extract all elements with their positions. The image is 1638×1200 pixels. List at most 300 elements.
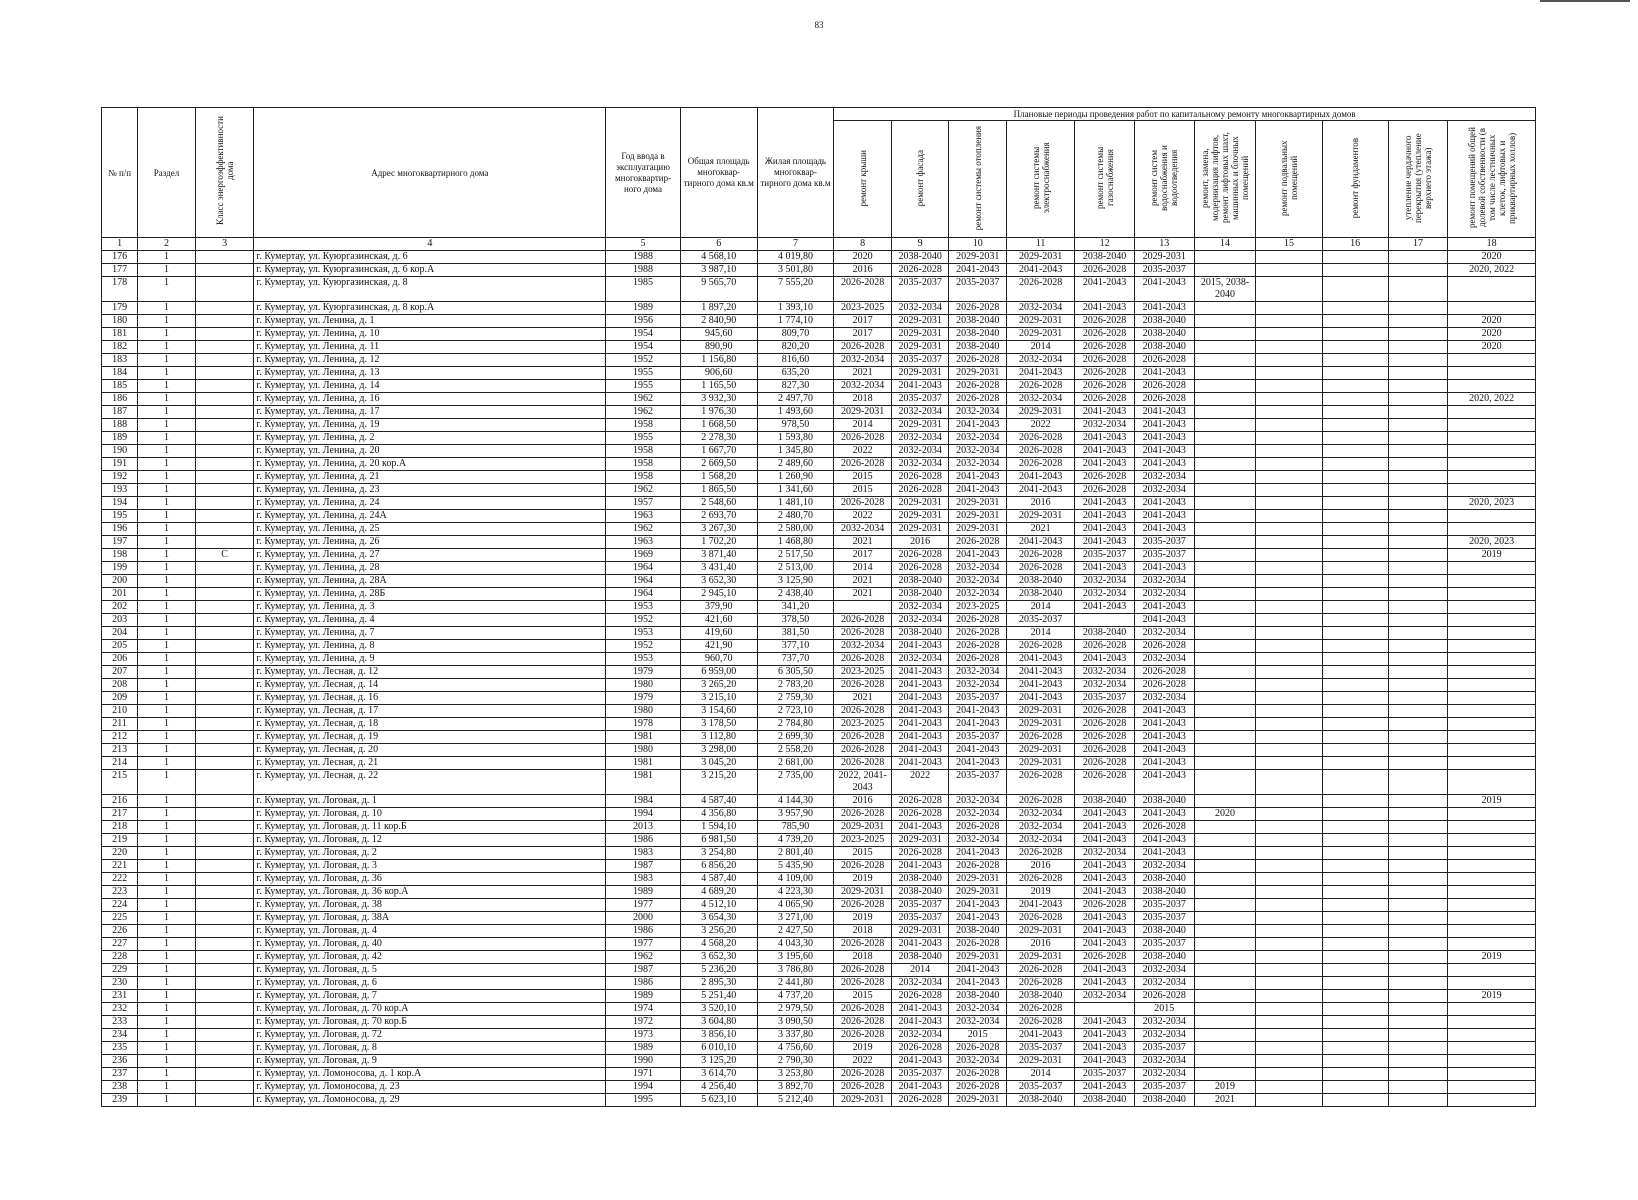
- table-cell: [1256, 770, 1322, 795]
- table-cell: 177: [102, 264, 138, 277]
- table-cell: 2026-2028: [1075, 770, 1135, 795]
- table-cell: 2032-2034: [1134, 860, 1194, 873]
- table-cell: 2026-2028: [834, 899, 892, 912]
- table-cell: 2035-2037: [1134, 536, 1194, 549]
- table-cell: [1388, 1029, 1448, 1042]
- table-cell: 2035-2037: [1134, 912, 1194, 925]
- table-cell: 1: [138, 1003, 196, 1016]
- col-header-address: Адрес многоквартирного дома: [254, 108, 606, 238]
- table-cell: [1256, 821, 1322, 834]
- table-row: [102, 744, 1536, 757]
- table-cell: 2020: [1448, 251, 1536, 264]
- address-cell: г. Кумертау, ул. Ленина, д. 7: [254, 627, 606, 640]
- table-cell: 3 254,80: [680, 847, 757, 860]
- table-cell: [195, 575, 254, 588]
- table-cell: [1322, 679, 1388, 692]
- table-cell: [1388, 251, 1448, 264]
- table-cell: [1194, 380, 1256, 393]
- table-cell: [1388, 510, 1448, 523]
- table-cell: 2015: [834, 484, 892, 497]
- table-cell: [1322, 251, 1388, 264]
- table-cell: 2 699,30: [757, 731, 834, 744]
- table-cell: [1194, 562, 1256, 575]
- table-cell: 2041-2043: [1075, 1016, 1135, 1029]
- table-cell: 1 393,10: [757, 302, 834, 315]
- table-cell: [195, 1094, 254, 1107]
- table-cell: [1194, 484, 1256, 497]
- table-cell: [195, 977, 254, 990]
- table-row: [102, 1094, 1536, 1107]
- table-cell: [1388, 899, 1448, 912]
- table-row: [102, 731, 1536, 744]
- table-cell: 3 932,30: [680, 393, 757, 406]
- table-row: [102, 808, 1536, 821]
- table-cell: [1322, 1081, 1388, 1094]
- table-cell: 1: [138, 302, 196, 315]
- table-cell: 2023-2025: [949, 601, 1007, 614]
- table-cell: [1194, 315, 1256, 328]
- table-cell: 4 587,40: [680, 873, 757, 886]
- table-cell: 1: [138, 977, 196, 990]
- table-cell: [195, 834, 254, 847]
- table-cell: 2026-2028: [1075, 757, 1135, 770]
- table-cell: 1987: [606, 964, 681, 977]
- table-cell: 6 959,00: [680, 666, 757, 679]
- table-cell: 2041-2043: [1075, 1055, 1135, 1068]
- column-number: 18: [1448, 238, 1536, 251]
- table-cell: [1388, 1081, 1448, 1094]
- table-cell: 1: [138, 341, 196, 354]
- table-cell: [1388, 471, 1448, 484]
- table-cell: 3 090,50: [757, 1016, 834, 1029]
- table-cell: [1448, 354, 1536, 367]
- table-cell: [1388, 380, 1448, 393]
- col-header-num: № п/п: [102, 108, 138, 238]
- table-cell: 2026-2028: [1075, 705, 1135, 718]
- table-cell: 1 976,30: [680, 406, 757, 419]
- table-cell: 1: [138, 718, 196, 731]
- table-row: [102, 821, 1536, 834]
- table-cell: 2026-2028: [949, 614, 1007, 627]
- table-cell: [1322, 264, 1388, 277]
- table-cell: 2026-2028: [1134, 393, 1194, 406]
- table-cell: 2035-2037: [1007, 614, 1075, 627]
- table-cell: 2035-2037: [1007, 1081, 1075, 1094]
- table-cell: 2026-2028: [1134, 354, 1194, 367]
- address-cell: г. Кумертау, ул. Логовая, д. 70 кор.А: [254, 1003, 606, 1016]
- table-cell: 2038-2040: [949, 341, 1007, 354]
- table-cell: 2026-2028: [1007, 964, 1075, 977]
- table-cell: 2026-2028: [1075, 380, 1135, 393]
- table-cell: 1: [138, 990, 196, 1003]
- table-cell: 2026-2028: [834, 860, 892, 873]
- table-cell: 206: [102, 653, 138, 666]
- table-cell: 1983: [606, 873, 681, 886]
- table-cell: 2020, 2022: [1448, 393, 1536, 406]
- table-cell: 2 790,30: [757, 1055, 834, 1068]
- table-cell: 2029-2031: [834, 886, 892, 899]
- table-cell: 2029-2031: [949, 873, 1007, 886]
- col-header-attic: утепление чердачного перекрытия (утепление верхнего этажа): [1388, 121, 1448, 238]
- table-cell: [1448, 873, 1536, 886]
- table-cell: [1388, 834, 1448, 847]
- table-cell: 2018: [834, 393, 892, 406]
- table-cell: 2 759,30: [757, 692, 834, 705]
- table-cell: 2026-2028: [1007, 770, 1075, 795]
- table-cell: 2041-2043: [1075, 808, 1135, 821]
- table-cell: 2038-2040: [1075, 251, 1135, 264]
- table-cell: 2026-2028: [1007, 432, 1075, 445]
- col-header-lifts: ремонт, замена, модернизация лифтов, ремонт лифтовых шахт, машинных и блочных помещений: [1194, 121, 1256, 238]
- table-row: [102, 757, 1536, 770]
- table-cell: 1: [138, 912, 196, 925]
- table-cell: [1448, 640, 1536, 653]
- address-cell: г. Кумертау, ул. Ленина, д. 23: [254, 484, 606, 497]
- table-cell: 2015, 2038-2040: [1194, 277, 1256, 302]
- column-number: 10: [949, 238, 1007, 251]
- table-cell: 2041-2043: [1075, 406, 1135, 419]
- table-cell: 906,60: [680, 367, 757, 380]
- table-cell: 2041-2043: [1007, 1029, 1075, 1042]
- table-cell: 1 593,80: [757, 432, 834, 445]
- table-cell: 2035-2037: [891, 899, 949, 912]
- table-cell: 2041-2043: [891, 692, 949, 705]
- table-cell: 2035-2037: [1134, 549, 1194, 562]
- address-cell: г. Кумертау, ул. Лесная, д. 18: [254, 718, 606, 731]
- table-cell: 2026-2028: [1134, 640, 1194, 653]
- table-cell: 2026-2028: [1075, 328, 1135, 341]
- table-cell: [1388, 964, 1448, 977]
- table-cell: 9 565,70: [680, 277, 757, 302]
- table-cell: 2026-2028: [834, 1068, 892, 1081]
- table-cell: 1: [138, 692, 196, 705]
- table-row: [102, 653, 1536, 666]
- table-cell: 2026-2028: [949, 393, 1007, 406]
- table-cell: 2041-2043: [1134, 847, 1194, 860]
- table-cell: 3 652,30: [680, 951, 757, 964]
- table-cell: 1: [138, 627, 196, 640]
- table-cell: 2032-2034: [1007, 834, 1075, 847]
- table-cell: [1388, 575, 1448, 588]
- table-cell: 239: [102, 1094, 138, 1107]
- table-cell: [1322, 705, 1388, 718]
- table-cell: [195, 912, 254, 925]
- table-cell: 2021: [834, 588, 892, 601]
- table-cell: 3 654,30: [680, 912, 757, 925]
- address-cell: г. Кумертау, ул. Лесная, д. 14: [254, 679, 606, 692]
- table-cell: [1448, 886, 1536, 899]
- table-cell: 1 702,20: [680, 536, 757, 549]
- table-cell: 6 981,50: [680, 834, 757, 847]
- table-cell: [1194, 497, 1256, 510]
- table-cell: 4 043,30: [757, 938, 834, 951]
- table-cell: 1974: [606, 1003, 681, 1016]
- table-cell: [1448, 770, 1536, 795]
- table-cell: 232: [102, 1003, 138, 1016]
- table-cell: [1256, 354, 1322, 367]
- table-cell: 2015: [834, 847, 892, 860]
- table-cell: 2041-2043: [1075, 653, 1135, 666]
- table-cell: 2032-2034: [1134, 1016, 1194, 1029]
- table-cell: [195, 264, 254, 277]
- table-cell: 2026-2028: [834, 1003, 892, 1016]
- table-cell: 1: [138, 938, 196, 951]
- table-cell: 2032-2034: [1075, 588, 1135, 601]
- table-row: [102, 367, 1536, 380]
- table-cell: [195, 601, 254, 614]
- table-cell: 1: [138, 1094, 196, 1107]
- table-cell: 1: [138, 251, 196, 264]
- table-cell: [1194, 1016, 1256, 1029]
- table-cell: 2029-2031: [1007, 1055, 1075, 1068]
- table-cell: 185: [102, 380, 138, 393]
- table-cell: [195, 990, 254, 1003]
- table-cell: 2 480,70: [757, 510, 834, 523]
- table-cell: [1256, 588, 1322, 601]
- table-cell: 2041-2043: [891, 666, 949, 679]
- table-row: [102, 328, 1536, 341]
- table-cell: [1256, 1029, 1322, 1042]
- table-cell: [1448, 847, 1536, 860]
- capital-repair-table: [101, 107, 1536, 1107]
- table-cell: [1194, 925, 1256, 938]
- table-cell: 2029-2031: [891, 497, 949, 510]
- table-cell: 2032-2034: [891, 445, 949, 458]
- table-cell: 2032-2034: [1075, 419, 1135, 432]
- table-cell: [1256, 471, 1322, 484]
- table-cell: 960,70: [680, 653, 757, 666]
- table-cell: [1322, 1055, 1388, 1068]
- table-cell: 1964: [606, 588, 681, 601]
- table-cell: 201: [102, 588, 138, 601]
- table-cell: 190: [102, 445, 138, 458]
- table-cell: 2 801,40: [757, 847, 834, 860]
- table-cell: 203: [102, 614, 138, 627]
- table-cell: [195, 744, 254, 757]
- table-cell: 2041-2043: [891, 705, 949, 718]
- table-cell: [1256, 341, 1322, 354]
- table-cell: 2 558,20: [757, 744, 834, 757]
- address-cell: г. Кумертау, ул. Ленина, д. 17: [254, 406, 606, 419]
- address-cell: г. Кумертау, ул. Ленина, д. 20 кор.А: [254, 458, 606, 471]
- table-cell: 1952: [606, 614, 681, 627]
- table-cell: 2041-2043: [1075, 821, 1135, 834]
- table-cell: [195, 860, 254, 873]
- table-cell: 2038-2040: [1075, 795, 1135, 808]
- table-cell: [1256, 757, 1322, 770]
- address-cell: г. Кумертау, ул. Ленина, д. 27: [254, 549, 606, 562]
- table-cell: 6 856,20: [680, 860, 757, 873]
- table-cell: 2038-2040: [1134, 873, 1194, 886]
- table-cell: 1 165,50: [680, 380, 757, 393]
- table-cell: 2041-2043: [1007, 484, 1075, 497]
- table-cell: 1971: [606, 1068, 681, 1081]
- table-cell: 1 345,80: [757, 445, 834, 458]
- table-cell: [1388, 406, 1448, 419]
- table-cell: 187: [102, 406, 138, 419]
- table-cell: 2041-2043: [949, 744, 1007, 757]
- table-cell: 4 019,80: [757, 251, 834, 264]
- table-cell: 2041-2043: [891, 380, 949, 393]
- table-cell: 1988: [606, 251, 681, 264]
- table-cell: 2029-2031: [1007, 951, 1075, 964]
- table-cell: [1256, 562, 1322, 575]
- column-number: 4: [254, 238, 606, 251]
- table-cell: 2038-2040: [949, 315, 1007, 328]
- table-cell: 6 010,10: [680, 1042, 757, 1055]
- table-cell: 2026-2028: [949, 1042, 1007, 1055]
- table-row: [102, 666, 1536, 679]
- table-cell: [195, 406, 254, 419]
- table-cell: 3 604,80: [680, 1016, 757, 1029]
- table-cell: [1322, 873, 1388, 886]
- table-cell: [1256, 640, 1322, 653]
- table-cell: [1194, 536, 1256, 549]
- table-cell: 2015: [834, 471, 892, 484]
- table-cell: [195, 1003, 254, 1016]
- table-cell: 3 987,10: [680, 264, 757, 277]
- table-row: [102, 640, 1536, 653]
- table-cell: 222: [102, 873, 138, 886]
- table-cell: 2038-2040: [949, 328, 1007, 341]
- table-cell: 1962: [606, 951, 681, 964]
- table-cell: [1194, 510, 1256, 523]
- table-cell: [195, 251, 254, 264]
- table-row: [102, 679, 1536, 692]
- table-cell: 179: [102, 302, 138, 315]
- table-cell: 2041-2043: [1075, 277, 1135, 302]
- table-cell: 1: [138, 614, 196, 627]
- address-cell: г. Кумертау, ул. Логовая, д. 8: [254, 1042, 606, 1055]
- table-cell: 182: [102, 341, 138, 354]
- table-cell: [1448, 302, 1536, 315]
- table-cell: 2038-2040: [1134, 1094, 1194, 1107]
- table-cell: [1448, 679, 1536, 692]
- table-cell: 1 493,60: [757, 406, 834, 419]
- table-cell: [1388, 977, 1448, 990]
- table-cell: 1978: [606, 718, 681, 731]
- table-cell: 4 568,10: [680, 251, 757, 264]
- table-cell: 2032-2034: [1007, 808, 1075, 821]
- table-cell: [195, 899, 254, 912]
- table-cell: 2041-2043: [891, 640, 949, 653]
- table-cell: 3 045,20: [680, 757, 757, 770]
- table-cell: 1: [138, 575, 196, 588]
- table-cell: 2026-2028: [949, 860, 1007, 873]
- address-cell: г. Кумертау, ул. Ленина, д. 24: [254, 497, 606, 510]
- table-cell: 2029-2031: [1007, 406, 1075, 419]
- table-cell: 2026-2028: [834, 964, 892, 977]
- table-cell: [1322, 1068, 1388, 1081]
- address-cell: г. Кумертау, ул. Лесная, д. 21: [254, 757, 606, 770]
- table-cell: [1194, 458, 1256, 471]
- table-cell: 2035-2037: [949, 770, 1007, 795]
- table-cell: [1388, 497, 1448, 510]
- table-cell: 2026-2028: [834, 653, 892, 666]
- address-cell: г. Кумертау, ул. Ленина, д. 10: [254, 328, 606, 341]
- table-row: [102, 614, 1536, 627]
- table-cell: [195, 484, 254, 497]
- table-cell: [1322, 315, 1388, 328]
- table-cell: 196: [102, 523, 138, 536]
- table-cell: [1448, 977, 1536, 990]
- table-cell: [1322, 847, 1388, 860]
- table-cell: 2041-2043: [1007, 653, 1075, 666]
- table-cell: 1: [138, 770, 196, 795]
- table-cell: [1256, 834, 1322, 847]
- table-cell: 1 341,60: [757, 484, 834, 497]
- table-cell: 1980: [606, 744, 681, 757]
- table-cell: 2026-2028: [1075, 640, 1135, 653]
- table-cell: 1984: [606, 795, 681, 808]
- table-cell: [195, 964, 254, 977]
- table-cell: [1194, 899, 1256, 912]
- table-cell: [195, 367, 254, 380]
- table-cell: [1194, 367, 1256, 380]
- table-cell: 2032-2034: [891, 432, 949, 445]
- table-cell: 2026-2028: [1075, 315, 1135, 328]
- table-cell: 2032-2034: [949, 562, 1007, 575]
- table-row: [102, 588, 1536, 601]
- table-cell: 2032-2034: [834, 354, 892, 367]
- table-cell: 2017: [834, 328, 892, 341]
- table-cell: 3 267,30: [680, 523, 757, 536]
- table-cell: [195, 679, 254, 692]
- table-cell: 1: [138, 432, 196, 445]
- address-cell: г. Кумертау, ул. Логовая, д. 10: [254, 808, 606, 821]
- table-cell: 2026-2028: [949, 938, 1007, 951]
- table-cell: 2032-2034: [949, 1055, 1007, 1068]
- table-cell: [1194, 251, 1256, 264]
- table-cell: 2032-2034: [891, 1029, 949, 1042]
- table-cell: 1 260,90: [757, 471, 834, 484]
- table-cell: 3 253,80: [757, 1068, 834, 1081]
- table-cell: 2041-2043: [1134, 419, 1194, 432]
- address-cell: г. Кумертау, ул. Логовая, д. 70 кор.Б: [254, 1016, 606, 1029]
- table-cell: 2026-2028: [834, 757, 892, 770]
- table-row: [102, 445, 1536, 458]
- table-cell: 2041-2043: [1134, 705, 1194, 718]
- table-cell: 2013: [606, 821, 681, 834]
- table-cell: 2026-2028: [1134, 666, 1194, 679]
- table-cell: [195, 847, 254, 860]
- table-cell: [1448, 925, 1536, 938]
- table-cell: [1322, 575, 1388, 588]
- table-cell: 2041-2043: [1075, 1042, 1135, 1055]
- table-cell: [1256, 899, 1322, 912]
- table-cell: 2041-2043: [1075, 510, 1135, 523]
- table-cell: [1388, 1003, 1448, 1016]
- table-cell: 2 735,00: [757, 770, 834, 795]
- table-cell: 2026-2028: [834, 1016, 892, 1029]
- table-cell: 2041-2043: [1075, 601, 1135, 614]
- table-cell: 2035-2037: [949, 731, 1007, 744]
- table-cell: [1194, 731, 1256, 744]
- table-cell: 1995: [606, 1094, 681, 1107]
- table-row: [102, 899, 1536, 912]
- table-cell: 1990: [606, 1055, 681, 1068]
- table-cell: [1322, 1003, 1388, 1016]
- table-cell: [1194, 847, 1256, 860]
- address-cell: г. Кумертау, ул. Лесная, д. 20: [254, 744, 606, 757]
- table-cell: 202: [102, 601, 138, 614]
- table-cell: 2029-2031: [834, 406, 892, 419]
- table-row: [102, 1016, 1536, 1029]
- table-cell: [1322, 341, 1388, 354]
- table-row: [102, 938, 1536, 951]
- table-cell: 1: [138, 899, 196, 912]
- table-cell: 2032-2034: [1007, 821, 1075, 834]
